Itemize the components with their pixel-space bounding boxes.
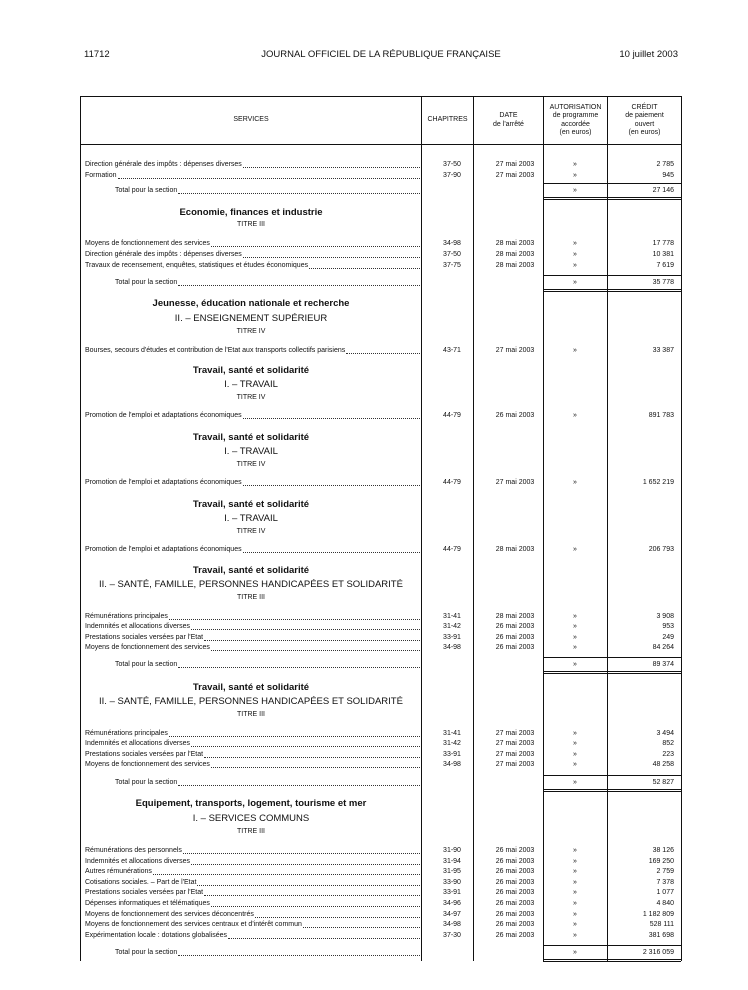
row-label-text: Travaux de recensement, enquêtes, statistiques et études économiques (85, 262, 309, 269)
row-label-text: Expérimentation locale : dotations globalisées (85, 932, 228, 939)
table-row (81, 250, 681, 260)
table-row (81, 910, 681, 920)
autorisation-cell: » (573, 187, 577, 194)
autorisation-cell: » (573, 858, 577, 865)
header-rule (81, 144, 681, 145)
credit-cell: 2 316 059 (642, 949, 674, 956)
row-label-text: Prestations sociales versées par l'Etat (85, 889, 204, 896)
titre-heading: TITRE IV (236, 528, 266, 535)
date-cell: 28 mai 2003 (495, 251, 535, 258)
row-label (85, 846, 421, 856)
dot-leader (178, 948, 420, 956)
credit-cell: 35 778 (652, 279, 674, 286)
titre-heading: TITRE IV (236, 328, 266, 335)
autorisation-cell: » (573, 730, 577, 737)
table-row (81, 899, 681, 909)
dot-leader (204, 750, 420, 758)
autorisation-cell: » (573, 900, 577, 907)
credit-cell: 223 (662, 751, 674, 758)
autorisation-cell: » (573, 911, 577, 918)
chapitre-cell: 33-91 (443, 889, 461, 896)
chapitre-cell: 31-94 (443, 858, 461, 865)
chapitre-cell: 37-50 (443, 161, 461, 168)
date-cell: 27 mai 2003 (495, 730, 535, 737)
column-divider (473, 97, 474, 961)
dot-leader (118, 171, 420, 179)
autorisation-cell: » (573, 613, 577, 620)
row-label (85, 867, 421, 877)
total-row (81, 278, 681, 288)
credit-cell: 10 381 (652, 251, 674, 258)
page-number: 11712 (84, 49, 110, 60)
ministry-heading: Travail, santé et solidarité (192, 432, 310, 443)
chapitre-cell: 37-50 (443, 251, 461, 258)
table-row (81, 729, 681, 739)
dot-leader (211, 760, 420, 768)
credit-cell: 84 264 (652, 644, 674, 651)
date-cell: 26 mai 2003 (495, 921, 535, 928)
row-label-text: Prestations sociales versées par l'Etat (85, 751, 204, 758)
chapitre-cell: 33-91 (443, 751, 461, 758)
section-heading: II. – ENSEIGNEMENT SUPÉRIEUR (174, 313, 328, 324)
col-header-chapitres: CHAPITRES (427, 116, 468, 124)
total-rule-top (543, 657, 681, 658)
chapitre-cell: 34-97 (443, 911, 461, 918)
autorisation-cell: » (573, 172, 577, 179)
chapitre-cell: 33-91 (443, 634, 461, 641)
chapitre-cell: 37-30 (443, 932, 461, 939)
row-label (85, 729, 421, 739)
autorisation-cell: » (573, 161, 577, 168)
ministry-heading: Travail, santé et solidarité (192, 565, 310, 576)
row-label-text: Bourses, secours d'études et contribution de l'Etat aux transports collectifs parisiens (85, 347, 346, 354)
row-label (85, 750, 421, 760)
dot-leader (178, 186, 420, 194)
dot-leader (178, 660, 420, 668)
row-label-text: Moyens de fonctionnement des services déconcentrés (85, 911, 254, 918)
total-row (81, 778, 681, 788)
dot-leader (211, 643, 420, 651)
chapitre-cell: 31-90 (443, 847, 461, 854)
date-cell: 28 mai 2003 (495, 546, 535, 553)
date-cell: 26 mai 2003 (495, 412, 535, 419)
date-cell: 26 mai 2003 (495, 889, 535, 896)
total-rule-bottom (543, 671, 681, 674)
autorisation-cell: » (573, 347, 577, 354)
date-cell: 28 mai 2003 (495, 613, 535, 620)
chapitre-cell: 37-75 (443, 262, 461, 269)
autorisation-cell: » (573, 279, 577, 286)
chapitre-cell: 34-98 (443, 761, 461, 768)
date-cell: 27 mai 2003 (495, 740, 535, 747)
row-label (85, 239, 421, 249)
date-cell: 26 mai 2003 (495, 879, 535, 886)
autorisation-cell: » (573, 546, 577, 553)
row-label-text: Indemnités et allocations diverses (85, 740, 191, 747)
credit-cell: 891 783 (648, 412, 674, 419)
row-label-text: Moyens de fonctionnement des services (85, 761, 210, 768)
autorisation-cell: » (573, 661, 577, 668)
row-label-text: Autres rémunérations (85, 868, 152, 875)
total-rule-top (543, 183, 681, 184)
dot-leader (243, 545, 420, 553)
row-label (85, 411, 421, 421)
col-header-date: DATE de l'arrêté (493, 112, 524, 128)
table-row (81, 888, 681, 898)
table-row (81, 643, 681, 653)
section-heading: II. – SANTÉ, FAMILLE, PERSONNES HANDICAPÉES ET SOLIDARITÉ (99, 579, 403, 590)
credit-cell: 953 (662, 623, 674, 630)
autorisation-cell: » (573, 932, 577, 939)
chapitre-cell: 44-79 (443, 412, 461, 419)
credit-cell: 852 (662, 740, 674, 747)
dot-leader (178, 278, 420, 286)
table-row (81, 750, 681, 760)
credit-cell: 1 182 809 (642, 911, 674, 918)
row-label-text: Direction générale des impôts : dépenses diverses (85, 251, 242, 258)
credits-table (80, 96, 682, 961)
date-cell: 27 mai 2003 (495, 479, 535, 486)
row-label-text: Indemnités et allocations diverses (85, 858, 191, 865)
credit-cell: 17 778 (652, 240, 674, 247)
row-label (85, 739, 421, 749)
row-label (85, 261, 421, 271)
dot-leader (243, 478, 420, 486)
row-label-text: Total pour la section (115, 949, 178, 956)
date-cell: 26 mai 2003 (495, 623, 535, 630)
total-rule-bottom (543, 959, 681, 962)
dot-leader (309, 261, 420, 269)
table-row (81, 160, 681, 170)
dot-leader (211, 899, 420, 907)
col-header-services: SERVICES (233, 116, 269, 124)
table-row (81, 478, 681, 488)
col-header-credit: CRÉDIT de paiement ouvert (en euros) (625, 104, 664, 136)
credit-cell: 89 374 (652, 661, 674, 668)
autorisation-cell: » (573, 921, 577, 928)
row-label (85, 633, 421, 643)
titre-heading: TITRE III (237, 828, 265, 835)
date-cell: 26 mai 2003 (495, 847, 535, 854)
autorisation-cell: » (573, 412, 577, 419)
credit-cell: 1 652 219 (642, 479, 674, 486)
dot-leader (204, 888, 420, 896)
section-heading: I. – SERVICES COMMUNS (192, 813, 310, 824)
section-heading: I. – TRAVAIL (224, 513, 278, 524)
autorisation-cell: » (573, 868, 577, 875)
row-label (115, 660, 421, 670)
autorisation-cell: » (573, 779, 577, 786)
row-label-text: Promotion de l'emploi et adaptations économiques (85, 412, 242, 419)
row-label-text: Promotion de l'emploi et adaptations économiques (85, 479, 242, 486)
credit-cell: 27 146 (652, 187, 674, 194)
credit-cell: 381 698 (648, 932, 674, 939)
section-heading: I. – TRAVAIL (224, 446, 278, 457)
section-heading: II. – SANTÉ, FAMILLE, PERSONNES HANDICAPÉES ET SOLIDARITÉ (99, 696, 403, 707)
credit-cell: 249 (662, 634, 674, 641)
table-row (81, 346, 681, 356)
chapitre-cell: 31-41 (443, 730, 461, 737)
date-cell: 26 mai 2003 (495, 868, 535, 875)
titre-heading: TITRE III (237, 594, 265, 601)
dot-leader (243, 250, 420, 258)
dot-leader (211, 239, 420, 247)
chapitre-cell: 34-98 (443, 240, 461, 247)
row-label (85, 622, 421, 632)
autorisation-cell: » (573, 889, 577, 896)
credit-cell: 169 250 (648, 858, 674, 865)
chapitre-cell: 44-79 (443, 546, 461, 553)
row-label (85, 760, 421, 770)
table-row (81, 920, 681, 930)
date-cell: 26 mai 2003 (495, 634, 535, 641)
chapitre-cell: 34-98 (443, 921, 461, 928)
row-label-text: Moyens de fonctionnement des services (85, 240, 210, 247)
date-cell: 27 mai 2003 (495, 751, 535, 758)
table-row (81, 857, 681, 867)
autorisation-cell: » (573, 251, 577, 258)
row-label (85, 171, 421, 181)
date-cell: 28 mai 2003 (495, 262, 535, 269)
table-row (81, 261, 681, 271)
date-cell: 26 mai 2003 (495, 911, 535, 918)
row-label (85, 920, 421, 930)
table-row (81, 760, 681, 770)
row-label-text: Dépenses informatiques et télématiques (85, 900, 210, 907)
autorisation-cell: » (573, 879, 577, 886)
date-cell: 27 mai 2003 (495, 761, 535, 768)
autorisation-cell: » (573, 761, 577, 768)
autorisation-cell: » (573, 949, 577, 956)
row-label-text: Rémunérations principales (85, 730, 168, 737)
date-cell: 26 mai 2003 (495, 932, 535, 939)
row-label (85, 857, 421, 867)
credit-cell: 945 (662, 172, 674, 179)
credit-cell: 33 387 (652, 347, 674, 354)
row-label (85, 545, 421, 555)
row-label-text: Indemnités et allocations diverses (85, 623, 191, 630)
dot-leader (204, 633, 420, 641)
row-label-text: Promotion de l'emploi et adaptations économiques (85, 546, 242, 553)
dot-leader (228, 931, 420, 939)
table-row (81, 411, 681, 421)
dot-leader (346, 346, 420, 354)
dot-leader (197, 878, 420, 886)
total-rule-top (543, 945, 681, 946)
row-label (85, 478, 421, 488)
autorisation-cell: » (573, 240, 577, 247)
chapitre-cell: 34-98 (443, 644, 461, 651)
row-label (85, 888, 421, 898)
ministry-heading: Jeunesse, éducation nationale et recherche (152, 298, 350, 309)
dot-leader (191, 739, 420, 747)
chapitre-cell: 43-71 (443, 347, 461, 354)
table-row (81, 739, 681, 749)
table-row (81, 878, 681, 888)
total-rule-bottom (543, 289, 681, 292)
ministry-heading: Travail, santé et solidarité (192, 682, 310, 693)
chapitre-cell: 31-42 (443, 623, 461, 630)
ministry-heading: Economie, finances et industrie (179, 207, 323, 218)
chapitre-cell: 31-95 (443, 868, 461, 875)
row-label-text: Rémunérations des personnels (85, 847, 182, 854)
autorisation-cell: » (573, 644, 577, 651)
dot-leader (191, 622, 420, 630)
credit-cell: 38 126 (652, 847, 674, 854)
table-row (81, 545, 681, 555)
dot-leader (255, 910, 420, 918)
dot-leader (169, 729, 420, 737)
credit-cell: 52 827 (652, 779, 674, 786)
total-row (81, 948, 681, 958)
row-label-text: Direction générale des impôts : dépenses diverses (85, 161, 242, 168)
page-header (84, 49, 678, 63)
credit-cell: 48 258 (652, 761, 674, 768)
row-label (85, 643, 421, 653)
journal-title: JOURNAL OFFICIEL DE LA RÉPUBLIQUE FRANÇAISE (261, 49, 501, 60)
table-row (81, 931, 681, 941)
total-rule-top (543, 275, 681, 276)
row-label (85, 160, 421, 170)
table-row (81, 867, 681, 877)
table-row (81, 171, 681, 181)
dot-leader (303, 920, 420, 928)
row-label-text: Total pour la section (115, 779, 178, 786)
credit-cell: 3 908 (656, 613, 674, 620)
row-label (85, 910, 421, 920)
chapitre-cell: 31-42 (443, 740, 461, 747)
autorisation-cell: » (573, 623, 577, 630)
row-label-text: Prestations sociales versées par l'Etat (85, 634, 204, 641)
row-label-text: Cotisations sociales. – Part de l'Etat (85, 879, 197, 886)
titre-heading: TITRE III (237, 221, 265, 228)
chapitre-cell: 31-41 (443, 613, 461, 620)
titre-heading: TITRE III (237, 711, 265, 718)
credit-cell: 4 840 (656, 900, 674, 907)
table-row (81, 846, 681, 856)
autorisation-cell: » (573, 479, 577, 486)
autorisation-cell: » (573, 634, 577, 641)
column-divider (543, 97, 544, 961)
section-heading: I. – TRAVAIL (224, 379, 278, 390)
total-rule-bottom (543, 197, 681, 200)
row-label (85, 899, 421, 909)
date-cell: 26 mai 2003 (495, 644, 535, 651)
chapitre-cell: 33-90 (443, 879, 461, 886)
dot-leader (191, 857, 420, 865)
row-label (115, 186, 421, 196)
row-label-text: Total pour la section (115, 661, 178, 668)
credit-cell: 2 759 (656, 868, 674, 875)
autorisation-cell: » (573, 847, 577, 854)
dot-leader (243, 411, 420, 419)
row-label-text: Total pour la section (115, 187, 178, 194)
credit-cell: 7 619 (656, 262, 674, 269)
date-cell: 26 mai 2003 (495, 858, 535, 865)
column-divider (607, 97, 608, 961)
row-label-text: Moyens de fonctionnement des services centraux et d'intérêt commun (85, 921, 302, 928)
dot-leader (243, 160, 420, 168)
dot-leader (178, 778, 420, 786)
row-label-text: Rémunérations principales (85, 613, 168, 620)
total-row (81, 186, 681, 196)
date-cell: 28 mai 2003 (495, 240, 535, 247)
chapitre-cell: 34-96 (443, 900, 461, 907)
row-label-text: Moyens de fonctionnement des services (85, 644, 210, 651)
date-cell: 26 mai 2003 (495, 900, 535, 907)
ministry-heading: Equipement, transports, logement, tourisme et mer (135, 798, 367, 809)
chapitre-cell: 44-79 (443, 479, 461, 486)
row-label (115, 778, 421, 788)
credit-cell: 2 785 (656, 161, 674, 168)
total-rule-top (543, 775, 681, 776)
ministry-heading: Travail, santé et solidarité (192, 365, 310, 376)
row-label (115, 948, 421, 958)
ministry-heading: Travail, santé et solidarité (192, 499, 310, 510)
credit-cell: 1 077 (656, 889, 674, 896)
credit-cell: 3 494 (656, 730, 674, 737)
row-label-text: Total pour la section (115, 279, 178, 286)
dot-leader (153, 867, 420, 875)
dot-leader (183, 846, 420, 854)
total-rule-bottom (543, 789, 681, 792)
table-row (81, 239, 681, 249)
row-label (85, 931, 421, 941)
publication-date: 10 juillet 2003 (619, 49, 678, 60)
autorisation-cell: » (573, 740, 577, 747)
date-cell: 27 mai 2003 (495, 172, 535, 179)
dot-leader (169, 612, 420, 620)
row-label (85, 878, 421, 888)
chapitre-cell: 37-90 (443, 172, 461, 179)
table-row (81, 612, 681, 622)
autorisation-cell: » (573, 262, 577, 269)
credit-cell: 206 793 (648, 546, 674, 553)
col-header-autorisation: AUTORISATION de programme accordée (en euros) (549, 104, 602, 136)
table-row (81, 633, 681, 643)
row-label (85, 612, 421, 622)
row-label (85, 346, 421, 356)
autorisation-cell: » (573, 751, 577, 758)
titre-heading: TITRE IV (236, 394, 266, 401)
column-divider (421, 97, 422, 961)
titre-heading: TITRE IV (236, 461, 266, 468)
date-cell: 27 mai 2003 (495, 347, 535, 354)
table-row (81, 622, 681, 632)
row-label (115, 278, 421, 288)
credit-cell: 528 111 (649, 921, 674, 928)
credit-cell: 7 378 (656, 879, 674, 886)
row-label-text: Formation (85, 172, 117, 179)
total-row (81, 660, 681, 670)
date-cell: 27 mai 2003 (495, 161, 535, 168)
row-label (85, 250, 421, 260)
